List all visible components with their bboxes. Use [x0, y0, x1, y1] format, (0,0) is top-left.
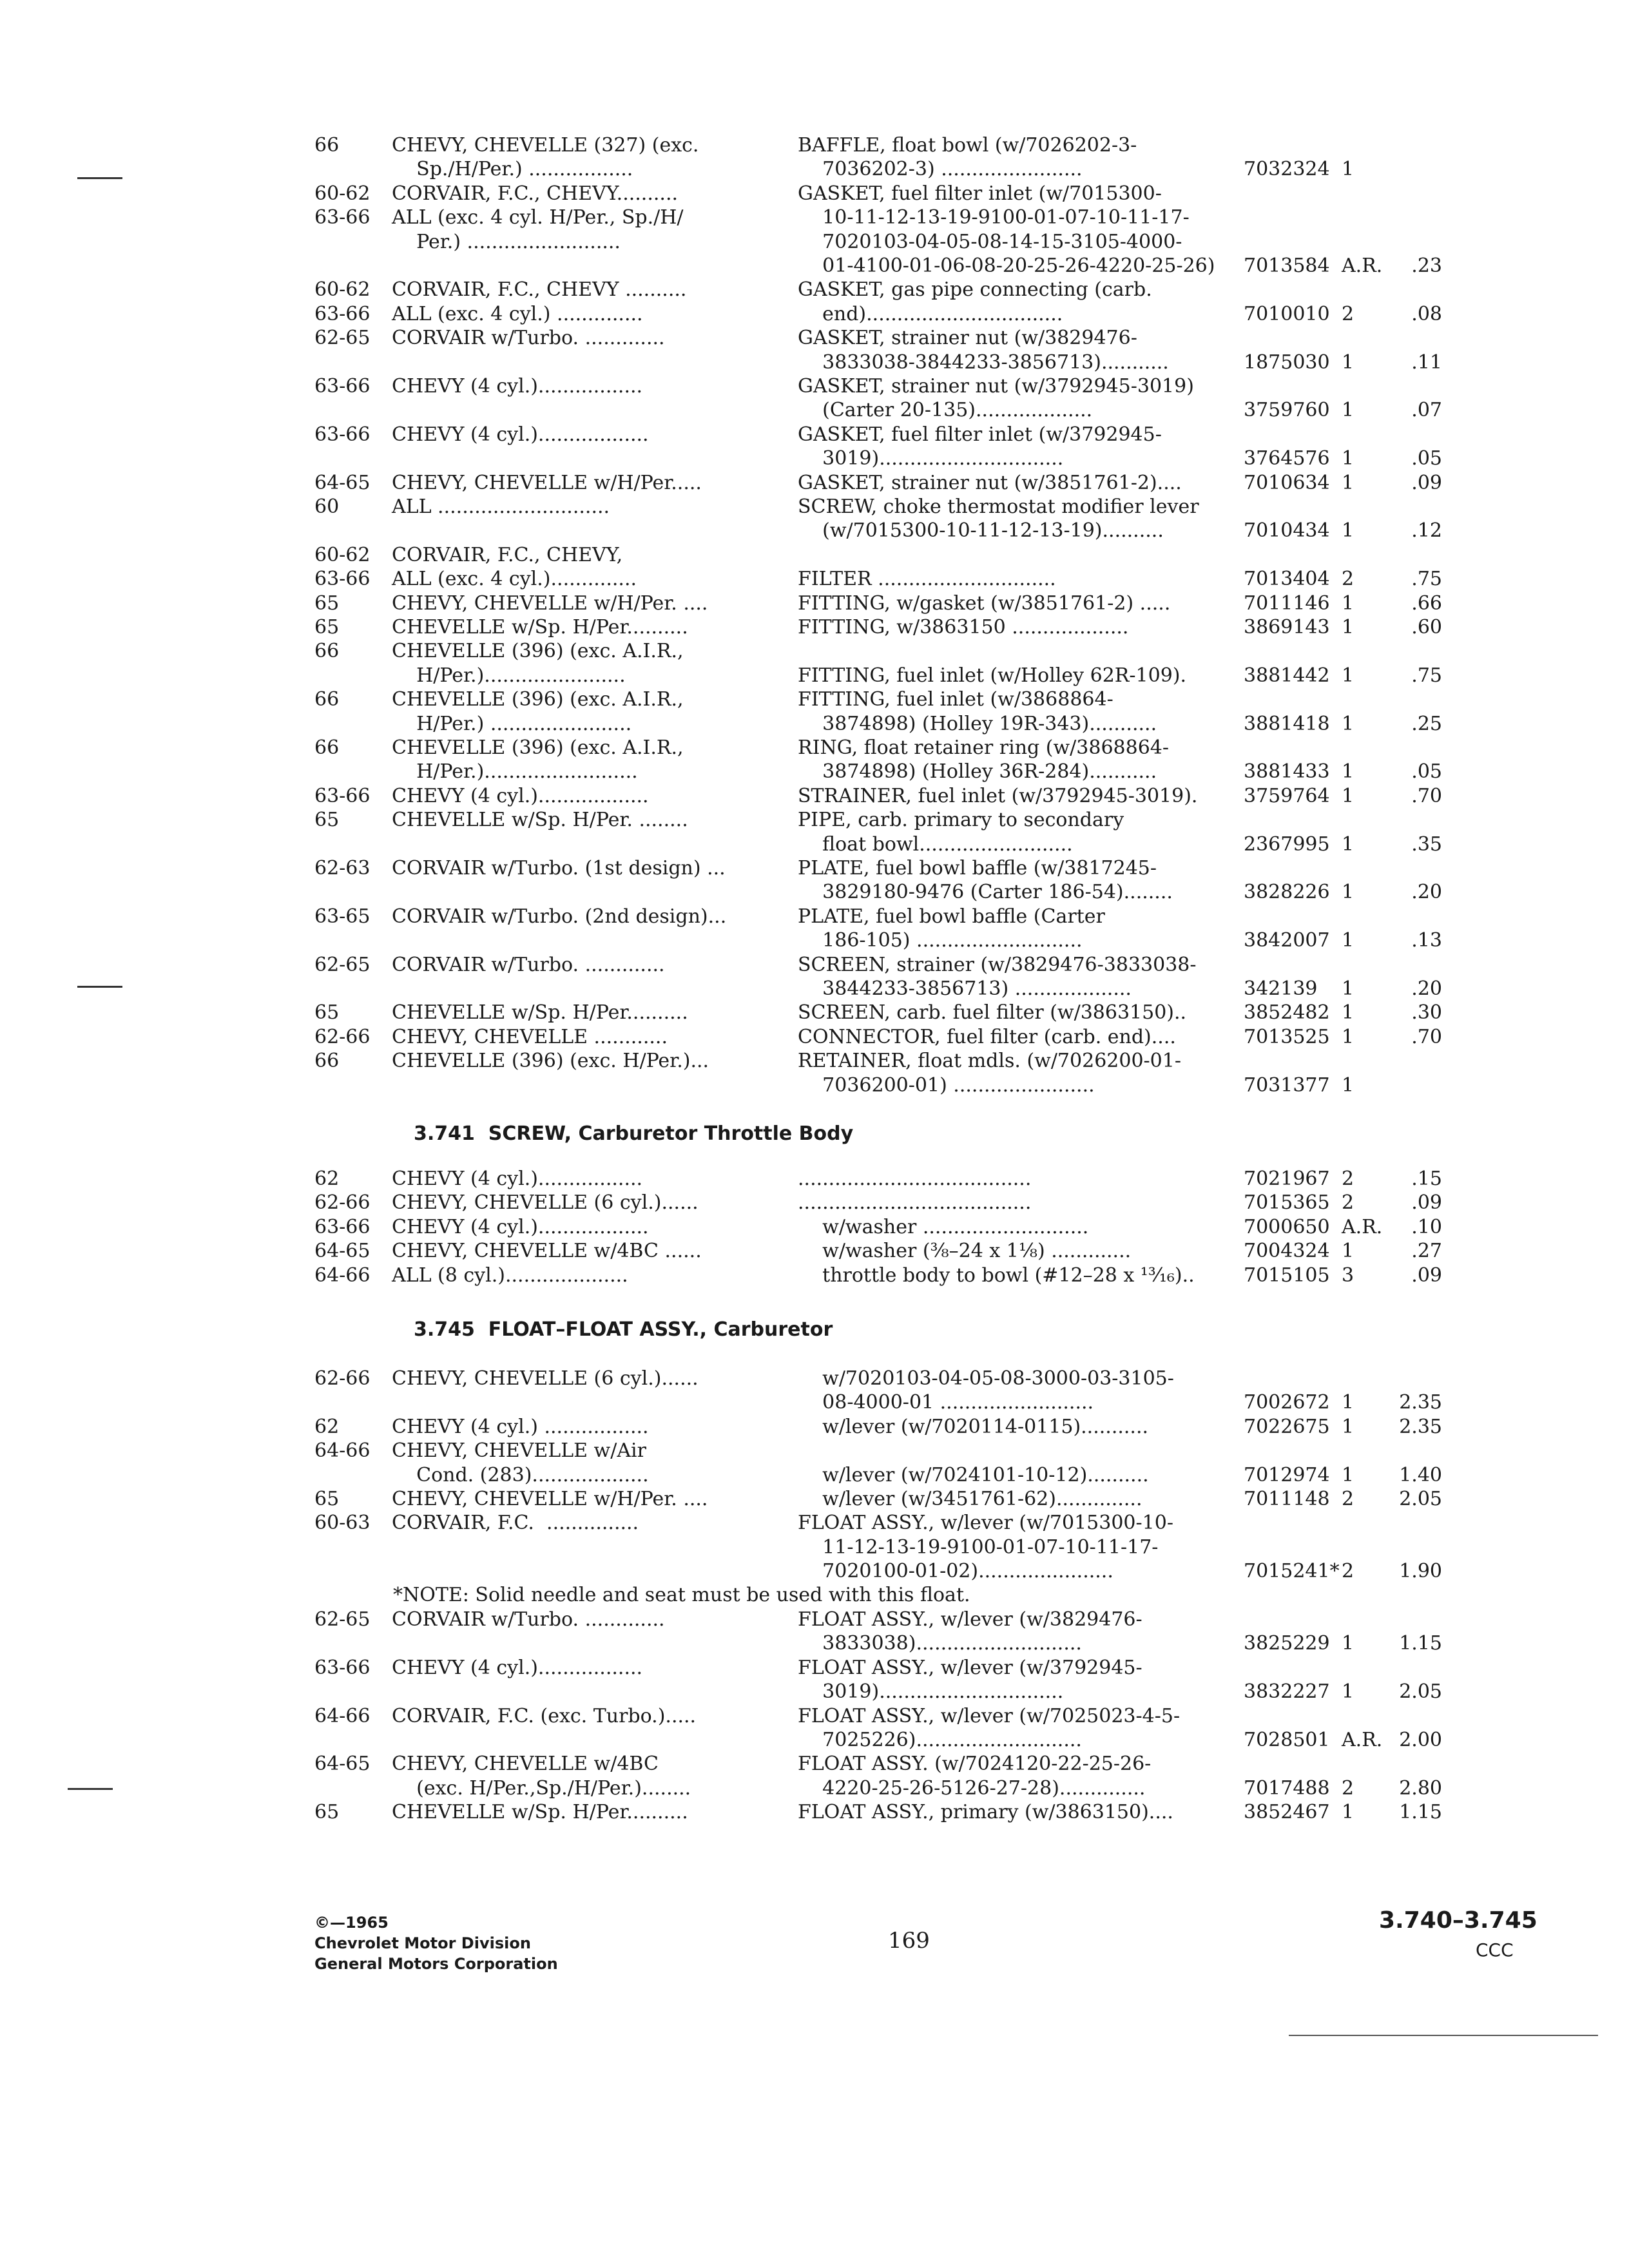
- model-cell: CHEVY, CHEVELLE (6 cyl.)......: [392, 1191, 699, 1215]
- year-cell: 66: [314, 736, 340, 759]
- price-cell: .08: [1411, 302, 1442, 325]
- description-cell: 7020100-01-02)......................: [798, 1560, 1113, 1583]
- model-cell: Sp./H/Per.) .................: [392, 158, 633, 181]
- price-cell: .25: [1411, 712, 1442, 735]
- year-cell: 62-66: [314, 1367, 371, 1390]
- model-cell: CORVAIR w/Turbo. (2nd design)...: [392, 905, 727, 928]
- description-cell: (Carter 20-135)...................: [798, 399, 1093, 422]
- model-cell: CORVAIR, F.C., CHEVY..........: [392, 182, 679, 205]
- year-cell: 66: [314, 688, 340, 711]
- price-cell: .66: [1411, 591, 1442, 615]
- price-cell: .09: [1411, 471, 1442, 494]
- year-cell: 65: [314, 1001, 340, 1024]
- year-cell: 62: [314, 1168, 340, 1190]
- quantity-cell: 1: [1342, 1632, 1354, 1655]
- description-cell: ......................................: [798, 1168, 1032, 1190]
- description-cell: w/7020103-04-05-08-3000-03-3105-: [798, 1367, 1174, 1390]
- description-cell: 3844233-3856713) ...................: [798, 977, 1132, 1000]
- year-cell: 63-66: [314, 375, 371, 398]
- quantity-cell: 2: [1342, 1488, 1354, 1510]
- year-cell: 64-65: [314, 1240, 371, 1263]
- part-number-cell: 7010434: [1244, 519, 1330, 543]
- description-cell: FITTING, w/gasket (w/3851761-2) .....: [798, 591, 1171, 615]
- description-cell: SCREEN, carb. fuel filter (w/3863150)..: [798, 1001, 1187, 1024]
- description-cell: RING, float retainer ring (w/3868864-: [798, 736, 1170, 759]
- model-cell: CHEVELLE w/Sp. H/Per..........: [392, 616, 688, 639]
- price-cell: .27: [1411, 1240, 1442, 1263]
- description-cell: GASKET, strainer nut (w/3829476-: [798, 327, 1137, 350]
- year-cell: 66: [314, 134, 340, 157]
- quantity-cell: 1: [1342, 1391, 1354, 1414]
- quantity-cell: 1: [1342, 712, 1354, 735]
- description-cell: FLOAT ASSY., w/lever (w/3829476-: [798, 1608, 1142, 1631]
- quantity-cell: 2: [1342, 1776, 1354, 1800]
- model-cell: CHEVY (4 cyl.)..................: [392, 423, 649, 446]
- price-cell: .05: [1411, 447, 1442, 470]
- description-cell: FILTER .............................: [798, 568, 1056, 591]
- quantity-cell: A.R.: [1342, 1215, 1383, 1238]
- model-cell: CHEVY (4 cyl.).................: [392, 375, 643, 398]
- part-number-cell: 7032324: [1244, 158, 1330, 181]
- model-cell: CHEVY, CHEVELLE w/4BC: [392, 1753, 659, 1776]
- part-number-cell: 3828226: [1244, 881, 1330, 904]
- year-cell: 62-65: [314, 327, 371, 350]
- model-cell: ALL (exc. 4 cyl. H/Per., Sp./H/: [392, 206, 684, 229]
- quantity-cell: 2: [1342, 568, 1354, 591]
- description-cell: FLOAT ASSY. (w/7024120-22-25-26-: [798, 1753, 1152, 1776]
- model-cell: CHEVY, CHEVELLE (327) (exc.: [392, 134, 699, 157]
- model-cell: CHEVY (4 cyl.).................: [392, 1168, 643, 1190]
- part-number-cell: 3832227: [1244, 1680, 1330, 1704]
- part-number-cell: 7011146: [1244, 591, 1330, 615]
- price-cell: 1.15: [1399, 1632, 1442, 1655]
- model-cell: H/Per.).........................: [392, 760, 638, 783]
- price-cell: 2.05: [1399, 1488, 1442, 1510]
- description-cell: GASKET, strainer nut (w/3851761-2)....: [798, 471, 1182, 494]
- model-cell: CHEVELLE (396) (exc. H/Per.)...: [392, 1050, 709, 1073]
- quantity-cell: 1: [1342, 784, 1354, 807]
- quantity-cell: A.R.: [1342, 255, 1383, 277]
- description-cell: 7020103-04-05-08-14-15-3105-4000-: [798, 230, 1182, 253]
- quantity-cell: 1: [1342, 1463, 1354, 1486]
- description-cell: FLOAT ASSY., w/lever (w/3792945-: [798, 1656, 1142, 1679]
- quantity-cell: 1: [1342, 1415, 1354, 1438]
- quantity-cell: 1: [1342, 1001, 1354, 1024]
- model-cell: CORVAIR, F.C. ...............: [392, 1512, 639, 1535]
- part-number-cell: 3881433: [1244, 760, 1330, 783]
- price-cell: .05: [1411, 760, 1442, 783]
- part-number-cell: 3852467: [1244, 1801, 1330, 1824]
- price-cell: .15: [1411, 1168, 1442, 1190]
- description-cell: PLATE, fuel bowl baffle (w/3817245-: [798, 857, 1157, 879]
- year-cell: 63-66: [314, 206, 371, 229]
- model-cell: CHEVY, CHEVELLE w/H/Per.....: [392, 471, 702, 494]
- price-cell: 2.35: [1399, 1415, 1442, 1438]
- part-number-cell: 7013584: [1244, 255, 1330, 277]
- part-number-cell: 7010634: [1244, 471, 1330, 494]
- year-cell: 64-66: [314, 1264, 371, 1287]
- description-cell: 10-11-12-13-19-9100-01-07-10-11-17-: [798, 206, 1190, 229]
- model-cell: CHEVY, CHEVELLE w/Air: [392, 1439, 646, 1463]
- model-cell: CHEVY (4 cyl.)..................: [392, 1215, 649, 1238]
- year-cell: 64-66: [314, 1704, 371, 1727]
- description-cell: 3019)..............................: [798, 1680, 1064, 1704]
- part-number-cell: 3842007: [1244, 929, 1330, 952]
- year-cell: 62-66: [314, 1191, 371, 1215]
- quantity-cell: 3: [1342, 1264, 1354, 1287]
- year-cell: 62-66: [314, 1025, 371, 1048]
- year-cell: 60-63: [314, 1512, 371, 1535]
- description-cell: RETAINER, float mdls. (w/7026200-01-: [798, 1050, 1181, 1073]
- model-cell: Cond. (283)...................: [392, 1463, 649, 1486]
- description-cell: GASKET, fuel filter inlet (w/3792945-: [798, 423, 1162, 446]
- part-number-cell: 7013404: [1244, 568, 1330, 591]
- model-cell: CORVAIR, F.C. (exc. Turbo.).....: [392, 1704, 697, 1727]
- price-cell: .12: [1411, 519, 1442, 543]
- price-cell: 1.90: [1399, 1560, 1442, 1583]
- quantity-cell: 1: [1342, 1240, 1354, 1263]
- binder-mark: [68, 1788, 113, 1790]
- quantity-cell: 1: [1342, 616, 1354, 639]
- description-cell: SCREW, choke thermostat modifier lever: [798, 495, 1199, 518]
- part-number-cell: 7028501: [1244, 1729, 1330, 1751]
- part-number-cell: 7002672: [1244, 1391, 1330, 1414]
- description-cell: w/lever (w/7024101-10-12)..........: [798, 1463, 1149, 1486]
- year-cell: 60-62: [314, 543, 371, 566]
- year-cell: 63-65: [314, 905, 371, 928]
- description-cell: w/washer (⅜–24 x 1⅛) .............: [798, 1240, 1132, 1263]
- description-cell: 08-4000-01 .........................: [798, 1391, 1094, 1414]
- description-cell: FITTING, fuel inlet (w/Holley 62R-109).: [798, 664, 1187, 687]
- year-cell: 63-66: [314, 1656, 371, 1679]
- part-number-cell: 7015365: [1244, 1191, 1330, 1215]
- model-cell: CHEVELLE w/Sp. H/Per. ........: [392, 809, 688, 832]
- year-cell: 60: [314, 495, 340, 518]
- price-cell: 2.05: [1399, 1680, 1442, 1704]
- section-reference: 3.740–3.745: [1379, 1907, 1537, 1934]
- quantity-cell: 1: [1342, 977, 1354, 1000]
- year-cell: 63-66: [314, 784, 371, 807]
- model-cell: CORVAIR w/Turbo. .............: [392, 953, 665, 976]
- quantity-cell: 1: [1342, 1025, 1354, 1048]
- model-cell: CHEVELLE w/Sp. H/Per..........: [392, 1001, 688, 1024]
- description-cell: FITTING, fuel inlet (w/3868864-: [798, 688, 1113, 711]
- price-cell: 2.00: [1399, 1729, 1442, 1751]
- model-cell: CORVAIR w/Turbo. .............: [392, 1608, 665, 1631]
- year-cell: 62: [314, 1415, 340, 1438]
- model-cell: H/Per.) .......................: [392, 712, 632, 735]
- description-cell: PIPE, carb. primary to secondary: [798, 809, 1124, 832]
- year-cell: 65: [314, 809, 340, 832]
- model-cell: CHEVELLE (396) (exc. A.I.R.,: [392, 688, 684, 711]
- part-number-cell: 3852482: [1244, 1001, 1330, 1024]
- year-cell: 63-66: [314, 568, 371, 591]
- quantity-cell: 2: [1342, 1168, 1354, 1190]
- model-cell: CHEVELLE (396) (exc. A.I.R.,: [392, 736, 684, 759]
- description-cell: w/lever (w/3451761-62)..............: [798, 1488, 1142, 1510]
- price-cell: .30: [1411, 1001, 1442, 1024]
- description-cell: FLOAT ASSY., primary (w/3863150)....: [798, 1801, 1173, 1824]
- page-number: 169: [888, 1928, 930, 1954]
- description-cell: 01-4100-01-06-08-20-25-26-4220-25-26): [798, 255, 1215, 277]
- price-cell: 1.40: [1399, 1463, 1442, 1486]
- quantity-cell: 1: [1342, 447, 1354, 470]
- part-number-cell: 7013525: [1244, 1025, 1330, 1048]
- binder-mark: [77, 986, 122, 988]
- year-cell: 66: [314, 640, 340, 663]
- price-cell: .09: [1411, 1191, 1442, 1215]
- description-cell: w/lever (w/7020114-0115)...........: [798, 1415, 1149, 1438]
- model-cell: CHEVY (4 cyl.) .................: [392, 1415, 649, 1438]
- part-number-cell: 7015241*: [1244, 1560, 1340, 1583]
- quantity-cell: 1: [1342, 1680, 1354, 1704]
- year-cell: 62-63: [314, 857, 371, 879]
- year-cell: 64-66: [314, 1439, 371, 1463]
- description-cell: 3874898) (Holley 36R-284)...........: [798, 760, 1157, 783]
- description-cell: FITTING, w/3863150 ...................: [798, 616, 1129, 639]
- quantity-cell: 2: [1342, 302, 1354, 325]
- description-cell: STRAINER, fuel inlet (w/3792945-3019).: [798, 784, 1198, 807]
- year-cell: 65: [314, 616, 340, 639]
- quantity-cell: 1: [1342, 929, 1354, 952]
- model-cell: H/Per.).......................: [392, 664, 626, 687]
- quantity-cell: 1: [1342, 832, 1354, 856]
- description-cell: FLOAT ASSY., w/lever (w/7015300-10-: [798, 1512, 1173, 1535]
- description-cell: PLATE, fuel bowl baffle (Carter: [798, 905, 1105, 928]
- quantity-cell: A.R.: [1342, 1729, 1383, 1751]
- part-number-cell: 3881442: [1244, 664, 1330, 687]
- price-cell: 2.35: [1399, 1391, 1442, 1414]
- part-number-cell: 3759760: [1244, 399, 1330, 422]
- description-cell: 186-105) ...........................: [798, 929, 1083, 952]
- description-cell: CONNECTOR, fuel filter (carb. end)....: [798, 1025, 1176, 1048]
- price-cell: 2.80: [1399, 1776, 1442, 1800]
- part-number-cell: 7022675: [1244, 1415, 1330, 1438]
- quantity-cell: 2: [1342, 1560, 1354, 1583]
- part-number-cell: 7015105: [1244, 1264, 1330, 1287]
- division-line: Chevrolet Motor Division: [314, 1934, 531, 1952]
- model-cell: CORVAIR, F.C., CHEVY,: [392, 543, 623, 566]
- description-cell: GASKET, strainer nut (w/3792945-3019): [798, 375, 1194, 398]
- year-cell: 66: [314, 1050, 340, 1073]
- price-cell: .75: [1411, 664, 1442, 687]
- quantity-cell: 1: [1342, 519, 1354, 543]
- price-cell: .70: [1411, 1025, 1442, 1048]
- quantity-cell: 2: [1342, 1191, 1354, 1215]
- part-number-cell: 3869143: [1244, 616, 1330, 639]
- price-cell: .09: [1411, 1264, 1442, 1287]
- model-cell: CHEVY (4 cyl.).................: [392, 1656, 643, 1679]
- model-cell: Per.) .........................: [392, 230, 621, 253]
- price-cell: .23: [1411, 255, 1442, 277]
- part-number-cell: 7017488: [1244, 1776, 1330, 1800]
- description-cell: FLOAT ASSY., w/lever (w/7025023-4-5-: [798, 1704, 1181, 1727]
- price-cell: .10: [1411, 1215, 1442, 1238]
- model-cell: CHEVY, CHEVELLE ............: [392, 1025, 668, 1048]
- description-cell: 3833038)...........................: [798, 1632, 1082, 1655]
- description-cell: 7036202-3) .......................: [798, 158, 1083, 181]
- year-cell: 60-62: [314, 182, 371, 205]
- part-number-cell: 1875030: [1244, 351, 1330, 374]
- quantity-cell: 1: [1342, 351, 1354, 374]
- description-cell: 3829180-9476 (Carter 186-54)........: [798, 881, 1173, 904]
- model-cell: ALL (exc. 4 cyl.)..............: [392, 568, 637, 591]
- quantity-cell: 1: [1342, 158, 1354, 181]
- part-number-cell: 342139: [1244, 977, 1318, 1000]
- binder-mark: [77, 177, 122, 179]
- year-cell: 63-66: [314, 423, 371, 446]
- part-number-cell: 7004324: [1244, 1240, 1330, 1263]
- price-cell: .60: [1411, 616, 1442, 639]
- price-cell: 1.15: [1399, 1801, 1442, 1824]
- description-cell: 3833038-3844233-3856713)...........: [798, 351, 1169, 374]
- year-cell: 65: [314, 1801, 340, 1824]
- year-cell: 60-62: [314, 278, 371, 302]
- model-cell: CORVAIR, F.C., CHEVY ..........: [392, 278, 687, 302]
- model-cell: CHEVY, CHEVELLE w/H/Per. ....: [392, 591, 708, 615]
- publisher-block: [314, 1912, 558, 1974]
- price-cell: .20: [1411, 977, 1442, 1000]
- quantity-cell: 1: [1342, 664, 1354, 687]
- model-cell: ALL (exc. 4 cyl.) ..............: [392, 302, 643, 325]
- corporation-line: General Motors Corporation: [314, 1955, 558, 1973]
- price-cell: .20: [1411, 881, 1442, 904]
- year-cell: 62-65: [314, 1608, 371, 1631]
- part-number-cell: 3764576: [1244, 447, 1330, 470]
- price-cell: .07: [1411, 399, 1442, 422]
- quantity-cell: 1: [1342, 471, 1354, 494]
- part-number-cell: 3881418: [1244, 712, 1330, 735]
- year-cell: 64-65: [314, 471, 371, 494]
- catalog-code: CCC: [1476, 1939, 1514, 1961]
- model-cell: ALL ............................: [392, 495, 610, 518]
- float-note: *NOTE: Solid needle and seat must be used with this float.: [393, 1584, 970, 1606]
- description-cell: 3019)..............................: [798, 447, 1064, 470]
- quantity-cell: 1: [1342, 1801, 1354, 1824]
- description-cell: 7036200-01) .......................: [798, 1073, 1095, 1097]
- footer-rule: [1289, 2035, 1598, 2036]
- description-cell: (w/7015300-10-11-12-13-19)..........: [798, 519, 1164, 543]
- description-cell: ......................................: [798, 1191, 1032, 1215]
- year-cell: 65: [314, 591, 340, 615]
- description-cell: SCREEN, strainer (w/3829476-3833038-: [798, 953, 1197, 976]
- part-number-cell: 2367995: [1244, 832, 1330, 856]
- part-number-cell: 3759764: [1244, 784, 1330, 807]
- quantity-cell: 1: [1342, 760, 1354, 783]
- description-cell: float bowl.........................: [798, 832, 1073, 856]
- model-cell: CHEVY (4 cyl.)..................: [392, 784, 649, 807]
- part-number-cell: 7021967: [1244, 1168, 1330, 1190]
- model-cell: (exc. H/Per.,Sp./H/Per.)........: [392, 1776, 691, 1800]
- part-number-cell: 7011148: [1244, 1488, 1330, 1510]
- part-number-cell: 7012974: [1244, 1463, 1330, 1486]
- description-cell: 3874898) (Holley 19R-343)...........: [798, 712, 1157, 735]
- model-cell: CORVAIR w/Turbo. (1st design) ...: [392, 857, 726, 879]
- quantity-cell: 1: [1342, 591, 1354, 615]
- year-cell: 63-66: [314, 1215, 371, 1238]
- model-cell: CHEVY, CHEVELLE w/4BC ......: [392, 1240, 702, 1263]
- year-cell: 64-65: [314, 1753, 371, 1776]
- description-cell: 7025226)...........................: [798, 1729, 1082, 1751]
- section-heading-3-741: 3.741 SCREW, Carburetor Throttle Body: [414, 1122, 854, 1145]
- model-cell: CHEVELLE (396) (exc. A.I.R.,: [392, 640, 684, 663]
- description-cell: w/washer ...........................: [798, 1215, 1089, 1238]
- price-cell: .11: [1411, 351, 1442, 374]
- model-cell: CHEVELLE w/Sp. H/Per..........: [392, 1801, 688, 1824]
- year-cell: 63-66: [314, 302, 371, 325]
- description-cell: 4220-25-26-5126-27-28)..............: [798, 1776, 1146, 1800]
- part-number-cell: 7031377: [1244, 1073, 1330, 1097]
- price-cell: .70: [1411, 784, 1442, 807]
- part-number-cell: 7010010: [1244, 302, 1330, 325]
- model-cell: CHEVY, CHEVELLE (6 cyl.)......: [392, 1367, 699, 1390]
- description-cell: throttle body to bowl (#12–28 x ¹³⁄₁₆)..: [798, 1264, 1195, 1287]
- quantity-cell: 1: [1342, 881, 1354, 904]
- quantity-cell: 1: [1342, 1073, 1354, 1097]
- section-heading-3-745: 3.745 FLOAT–FLOAT ASSY., Carburetor: [414, 1318, 833, 1341]
- price-cell: .75: [1411, 568, 1442, 591]
- price-cell: .35: [1411, 832, 1442, 856]
- year-cell: 62-65: [314, 953, 371, 976]
- description-cell: end)................................: [798, 302, 1063, 325]
- price-cell: .13: [1411, 929, 1442, 952]
- year-cell: 65: [314, 1488, 340, 1510]
- part-number-cell: 3825229: [1244, 1632, 1330, 1655]
- model-cell: CORVAIR w/Turbo. .............: [392, 327, 665, 350]
- part-number-cell: 7000650: [1244, 1215, 1330, 1238]
- copyright-line: ©—1965: [314, 1914, 389, 1932]
- description-cell: GASKET, fuel filter inlet (w/7015300-: [798, 182, 1162, 205]
- model-cell: CHEVY, CHEVELLE w/H/Per. ....: [392, 1488, 708, 1510]
- description-cell: GASKET, gas pipe connecting (carb.: [798, 278, 1152, 302]
- model-cell: ALL (8 cyl.)....................: [392, 1264, 628, 1287]
- quantity-cell: 1: [1342, 399, 1354, 422]
- description-cell: BAFFLE, float bowl (w/7026202-3-: [798, 134, 1137, 157]
- description-cell: 11-12-13-19-9100-01-07-10-11-17-: [798, 1535, 1159, 1559]
